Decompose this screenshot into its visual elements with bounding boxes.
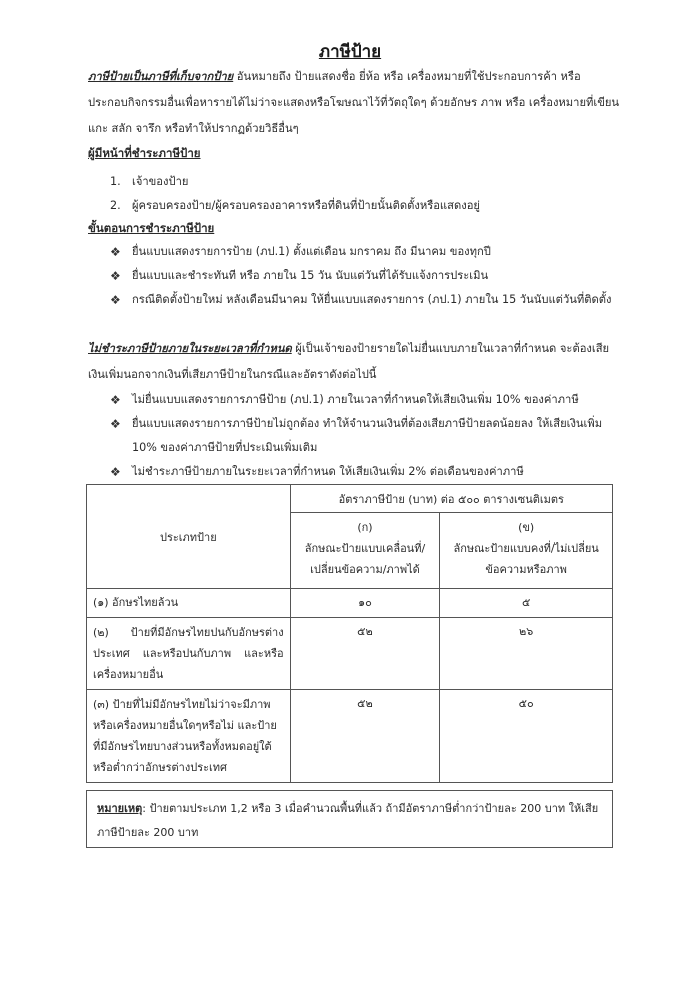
list-item — [110, 264, 620, 288]
payers-heading: ผู้มีหน้าที่ชำระภาษีป้าย — [88, 146, 201, 160]
penalty-lead: ไม่ชำระภาษีป้ายภายในระยะเวลาที่กำหนด — [88, 342, 292, 355]
item-text: ไม่ชำระภาษีป้ายภายในระยะเวลาที่กำหนด ให้เสียเงินเพิ่ม 2% ต่อเดือนของค่าภาษี — [132, 465, 524, 478]
rate-b-cell: ๒๖ — [440, 618, 613, 690]
diamond-bullet-icon: ❖ — [110, 269, 121, 283]
type-cell: (๑) อักษรไทยล้วน — [87, 589, 291, 618]
payers-list — [110, 170, 480, 218]
col-b-label: ลักษณะป้ายแบบคงที่/ไม่เปลี่ยนข้อความหรือภาพ — [453, 542, 599, 576]
item-number: 1. — [110, 175, 121, 188]
intro-paragraph — [88, 64, 623, 142]
item-text: ยื่นแบบแสดงรายการป้าย (ภป.1) ตั้งแต่เดือน มกราคม ถึง มีนาคม ของทุกปี — [132, 245, 491, 258]
list-item — [110, 460, 620, 484]
note-box — [86, 790, 613, 848]
steps-list — [110, 240, 620, 312]
item-text: เจ้าของป้าย — [132, 175, 189, 188]
item-text: ยื่นแบบและชำระทันที หรือ ภายใน 15 วัน นับแต่วันที่ได้รับแจ้งการประเมิน — [132, 269, 489, 282]
type-cell: (๓) ป้ายที่ไม่มีอักษรไทยไม่ว่าจะมีภาพหรือเครื่องหมายอื่นใดๆหรือไม่ และป้ายที่มีอักษรไทยบางส่วนหรือทั้งหมดอยู่ใต้หรือต่ำกว่าอักษรต่างประเทศ — [87, 690, 291, 783]
rate-a-cell: ๑๐ — [290, 589, 440, 618]
penalty-text: ผู้เป็นเจ้าของป้ายรายใดไม่ยื่นแบบภายในเวลาที่กำหนด จะต้องเสียเงินเพิ่มนอกจากเงินที่เสียภาษีป้ายในกรณีและอัตราดังต่อไปนี้ — [88, 342, 610, 381]
rate-a-cell: ๕๒ — [290, 618, 440, 690]
col-b-code: (ข) — [518, 521, 535, 534]
rate-a-cell: ๕๒ — [290, 690, 440, 783]
note-label: หมายเหตุ — [97, 802, 143, 815]
note-text: : ป้ายตามประเภท 1,2 หรือ 3 เมื่อคำนวณพื้นที่แล้ว ถ้ามีอัตราภาษีต่ำกว่าป้ายละ 200 บาท ให้เสียภาษีป้ายละ 200 บาท — [97, 802, 599, 839]
penalty-paragraph — [88, 336, 623, 388]
rate-b-cell: ๕ — [440, 589, 613, 618]
diamond-bullet-icon: ❖ — [110, 465, 121, 479]
col-a-header — [290, 513, 440, 589]
list-item — [110, 412, 620, 460]
item-text: ยื่นแบบแสดงรายการภาษีป้ายไม่ถูกต้อง ทำให้จำนวนเงินที่ต้องเสียภาษีป้ายลดน้อยลง ให้เสียเงินเพิ่ม 10% ของค่าภาษีป้ายที่ประเมินเพิ่มเติม — [132, 417, 603, 454]
list-item — [110, 194, 480, 218]
list-item — [110, 288, 620, 312]
diamond-bullet-icon: ❖ — [110, 245, 121, 259]
item-text: กรณีติดตั้งป้ายใหม่ หลังเดือนมีนาคม ให้ยื่นแบบแสดงรายการ (ภป.1) ภายใน 15 วันนับแต่วันที่ติดตั้ง — [132, 293, 612, 306]
item-text: ไม่ยื่นแบบแสดงรายการภาษีป้าย (ภป.1) ภายในเวลาที่กำหนดให้เสียเงินเพิ่ม 10% ของค่าภาษี — [132, 393, 579, 406]
list-item — [110, 240, 620, 264]
document-title: ภาษีป้าย — [318, 42, 382, 62]
col-a-code: (ก) — [357, 521, 373, 534]
col-a-label: ลักษณะป้ายแบบเคลื่อนที่/เปลี่ยนข้อความ/ภาพได้ — [304, 542, 426, 576]
item-number: 2. — [110, 199, 121, 212]
diamond-bullet-icon: ❖ — [110, 293, 121, 307]
penalty-list — [110, 388, 620, 484]
col-b-header — [440, 513, 613, 589]
intro-text: อันหมายถึง ป้ายแสดงชื่อ ยี่ห้อ หรือ เครื่องหมายที่ใช้ประกอบการค้า หรือ ประกอบกิจกรรมอื่นเพื่อหารายได้ไม่ว่าจะแสดงหรือโฆษณาไว้ที่วัตถุใดๆ ด้วยอักษร ภาพ หรือ เครื่องหมายที่เขียน แกะ สลัก จารึก หรือทำให้ปรากฏด้วยวิธีอื่นๆ — [88, 70, 620, 135]
rate-b-cell: ๕๐ — [440, 690, 613, 783]
diamond-bullet-icon: ❖ — [110, 417, 121, 431]
steps-heading: ขั้นตอนการชำระภาษีป้าย — [88, 221, 215, 235]
table-row — [87, 690, 613, 783]
list-item — [110, 388, 620, 412]
type-header: ประเภทป้าย — [87, 485, 291, 589]
item-text: ผู้ครอบครองป้าย/ผู้ครอบครองอาคารหรือที่ดินที่ป้ายนั้นติดตั้งหรือแสดงอยู่ — [132, 199, 480, 212]
rate-header: อัตราภาษีป้าย (บาท) ต่อ ๕๐๐ ตารางเซนติเมตร — [290, 485, 612, 513]
table-row — [87, 618, 613, 690]
type-cell: (๒) ป้ายที่มีอักษรไทยปนกับอักษรต่างประเทศ และหรือปนกับภาพ และหรือเครื่องหมายอื่น — [87, 618, 291, 690]
list-item — [110, 170, 480, 194]
diamond-bullet-icon: ❖ — [110, 393, 121, 407]
intro-lead: ภาษีป้ายเป็นภาษีที่เก็บจากป้าย — [88, 70, 234, 83]
rate-table — [86, 484, 613, 783]
table-row — [87, 589, 613, 618]
